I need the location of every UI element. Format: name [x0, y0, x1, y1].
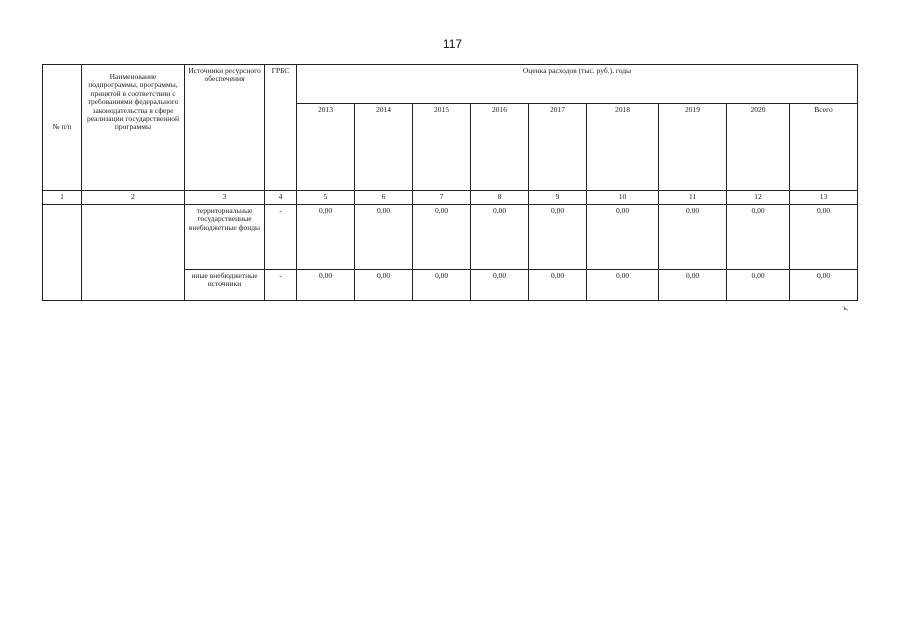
column-number: 8	[471, 191, 529, 205]
row-value: 0,00	[727, 270, 790, 301]
row-num	[43, 205, 82, 301]
row-value: 0,00	[413, 205, 471, 270]
column-number: 4	[265, 191, 297, 205]
column-number: 10	[587, 191, 659, 205]
row-value: 0,00	[297, 205, 355, 270]
column-number: 6	[355, 191, 413, 205]
row-name	[82, 205, 185, 301]
header-year: 2014	[355, 104, 413, 191]
row-total: 0,00	[790, 270, 858, 301]
row-grbs: -	[265, 205, 297, 270]
row-value: 0,00	[587, 205, 659, 270]
row-value: 0,00	[659, 270, 727, 301]
header-grbs: ГРБС	[265, 65, 297, 191]
header-year: 2020	[727, 104, 790, 191]
column-number-row	[43, 191, 858, 205]
column-number: 7	[413, 191, 471, 205]
header-year: 2017	[529, 104, 587, 191]
header-year: 2015	[413, 104, 471, 191]
row-value: 0,00	[355, 270, 413, 301]
header-estimate: Оценка расходов (тыс. руб.), годы	[297, 65, 858, 104]
header-sources: Источники ресурсного обеспечения	[185, 65, 265, 191]
column-number: 9	[529, 191, 587, 205]
row-value: 0,00	[471, 205, 529, 270]
row-value: 0,00	[355, 205, 413, 270]
header-name: Наименование подпрограммы, программы, принятой в соответствии с требованиями федерального законодательства в сфере реализации государственной программы	[82, 65, 185, 191]
row-source: территориальные государственные внебюджетные фонды	[185, 205, 265, 270]
row-value: 0,00	[727, 205, 790, 270]
header-row	[43, 65, 858, 104]
row-value: 0,00	[529, 270, 587, 301]
column-number: 3	[185, 191, 265, 205]
column-number: 5	[297, 191, 355, 205]
header-year: 2016	[471, 104, 529, 191]
row-source: иные внебюджетные источники	[185, 270, 265, 301]
column-number: 1	[43, 191, 82, 205]
header-year: 2013	[297, 104, 355, 191]
row-grbs: -	[265, 270, 297, 301]
header-total: Всего	[790, 104, 858, 191]
column-number: 2	[82, 191, 185, 205]
row-value: 0,00	[413, 270, 471, 301]
row-value: 0,00	[297, 270, 355, 301]
column-number: 11	[659, 191, 727, 205]
row-total: 0,00	[790, 205, 858, 270]
header-year: 2018	[587, 104, 659, 191]
header-year: 2019	[659, 104, 727, 191]
row-value: 0,00	[471, 270, 529, 301]
header-num: № п/п	[43, 65, 82, 191]
column-number: 13	[790, 191, 858, 205]
row-value: 0,00	[529, 205, 587, 270]
row-value: 0,00	[659, 205, 727, 270]
corner-mark: ъ,	[843, 306, 849, 312]
budget-table	[42, 64, 858, 301]
page-number: 117	[442, 37, 463, 51]
row-value: 0,00	[587, 270, 659, 301]
table-row	[43, 205, 858, 270]
column-number: 12	[727, 191, 790, 205]
